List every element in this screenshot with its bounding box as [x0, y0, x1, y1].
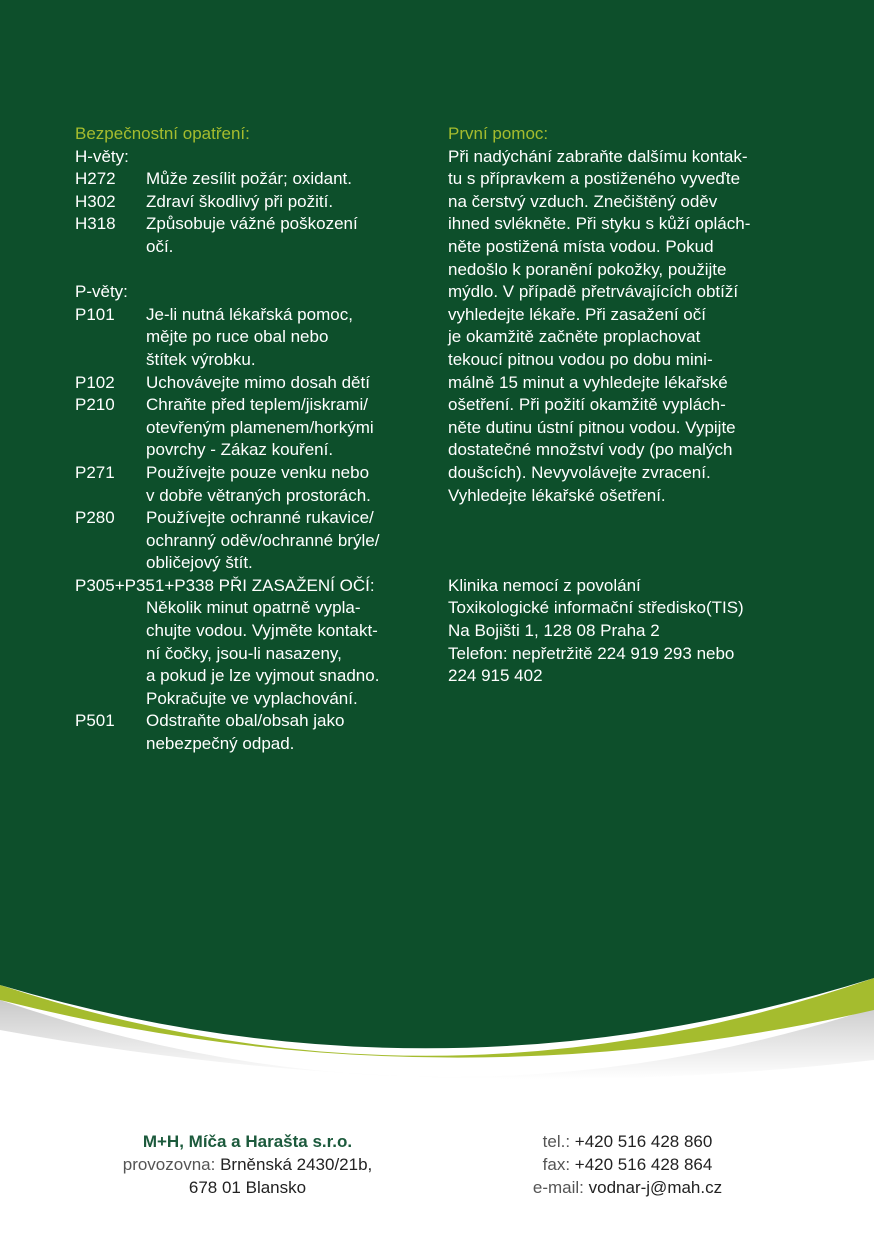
first-aid-text: Při nadýchání zabraňte dalšímu kontak- tu s přípravkem a postiženého vyveďte na čerstvý vzduch. Znečištěný oděv ihned svlékněte. Při styku s kůží oplách- něte postižená místa vodou. Pokud nedošlo k poranění pokožky, použijte mýdlo. V případě přetrvávajících obtíží vyhledejte lékaře. Při zasažení očí je okamžitě začněte proplachovat tekoucí pitnou vodou po dobu mini- málně 15 minut a vyhledejte lékařské ošetření. Při požití okamžitě vyplách- něte dutinu ústní pitnou vodou. Vypijte dostatečné množství vody (po malých doušcích). Nevyvolávejte zvracení. Vyhledejte lékařské ošetření. — [448, 146, 751, 505]
p-text: Je-li nutná lékařská pomoc, mějte po ruce obal nebo štítek výrobku. — [146, 304, 353, 369]
p-text: Používejte pouze venku nebo v dobře větraných prostorách. — [146, 462, 371, 505]
h-statement — [75, 213, 425, 258]
company-address — [70, 1130, 425, 1199]
p-text: Používejte ochranné rukavice/ ochranný oděv/ochranné brýle/ obličejový štít. — [146, 508, 380, 573]
p305-heading: P305+P351+P338 PŘI ZASAŽENÍ OČÍ: — [75, 575, 375, 595]
p-statement — [75, 710, 425, 755]
p-text: Chraňte před teplem/jiskrami/ otevřeným plamenem/horkými povrchy - Zákaz kouření. — [146, 395, 374, 460]
h-text: Způsobuje vážné poškození očí. — [146, 214, 358, 256]
p-statement — [75, 394, 425, 462]
p-statement — [75, 304, 425, 372]
city: 678 01 Blansko — [188, 1178, 307, 1197]
p-code: P501 — [75, 711, 115, 731]
p-statement — [75, 462, 425, 507]
company-contacts — [455, 1130, 800, 1199]
p-code: P271 — [75, 462, 115, 482]
p305-statement — [75, 597, 425, 710]
p-code: P101 — [75, 304, 115, 324]
safety-title: Bezpečnostní opatření: — [75, 124, 250, 143]
provozovna-value: Brněnská 2430/21b, — [220, 1155, 373, 1174]
p-code: P280 — [75, 508, 115, 528]
h-label: H-věty: — [75, 146, 129, 166]
first-aid-column — [448, 123, 793, 688]
p305-text: Několik minut opatrně vypla- chujte vodou. Vyjměte kontakt- ní čočky, jsou-li nasazeny, a pokud je lze vyjmout snadno. Pokračujte ve vyplachování. — [146, 598, 380, 708]
p-text: Uchovávejte mimo dosah dětí — [146, 372, 370, 392]
h-code: H302 — [75, 191, 116, 211]
h-code: H318 — [75, 214, 116, 234]
first-aid-title: První pomoc: — [448, 124, 549, 143]
tel-value: +420 516 428 860 — [574, 1132, 713, 1151]
p-statement — [75, 507, 425, 575]
provozovna-label: provozovna: — [122, 1155, 216, 1174]
p-label: P-věty: — [75, 282, 128, 302]
h-statement — [75, 168, 425, 191]
email-value[interactable]: vodnar-j@mah.cz — [588, 1178, 723, 1197]
p-code: P102 — [75, 372, 115, 392]
p-statement — [75, 372, 425, 395]
p-text: Odstraňte obal/obsah jako nebezpečný odpad. — [146, 711, 345, 754]
tel-label: tel.: — [542, 1132, 571, 1151]
email-label: e-mail: — [532, 1178, 584, 1197]
fax-label: fax: — [542, 1155, 571, 1174]
safety-column — [75, 123, 425, 756]
h-statement — [75, 191, 425, 214]
h-code: H272 — [75, 169, 116, 189]
fax-value: +420 516 428 864 — [574, 1155, 713, 1174]
company-name: M+H, Míča a Harašta s.r.o. — [142, 1132, 353, 1151]
h-text: Zdraví škodlivý při požití. — [146, 191, 334, 211]
p-code: P210 — [75, 395, 115, 415]
h-text: Může zesílit požár; oxidant. — [146, 169, 352, 189]
clinic-contact: Klinika nemocí z povolání Toxikologické informační středisko(TIS) Na Bojišti 1, 128 08 Praha 2 Telefon: nepřetržitě 224 919 293 nebo 224 915 402 — [448, 575, 744, 686]
